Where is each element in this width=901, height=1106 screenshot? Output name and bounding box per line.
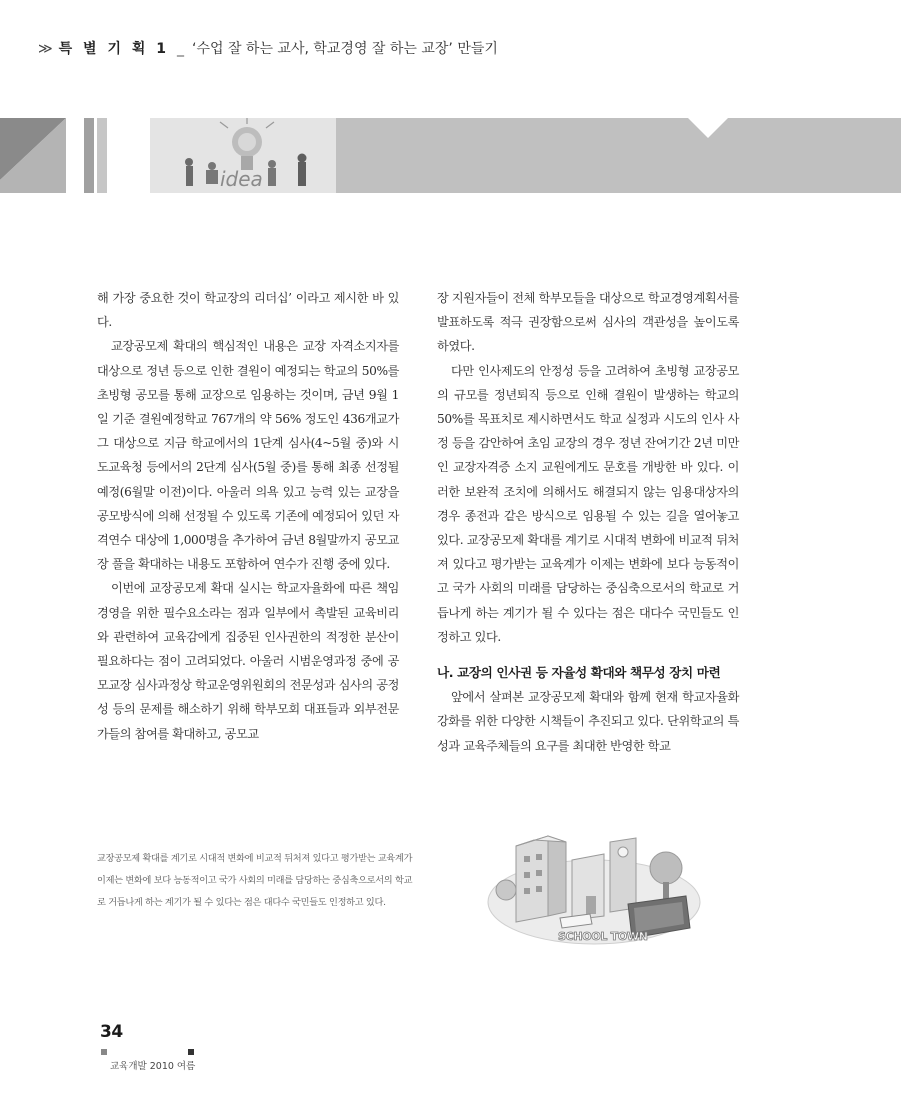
banner-stripe	[97, 118, 107, 193]
banner-stripe	[84, 118, 94, 193]
body-paragraph: 해 가장 중요한 것이 학교장의 리더십’ 이라고 제시한 바 있다.	[97, 291, 399, 330]
section-banner	[0, 118, 901, 193]
body-paragraph: 교장공모제 확대의 핵심적인 내용은 교장 자격소지자를 대상으로 정년 등으로 인한 결원이 예정되는 학교의 50%를 초빙형 공모를 통해 교장으로 임용하는 것이며, 금년 9월 1일 기준 결원예정학교 767개의 약 56% 정도인 436개교가 그 대상으로 지금 학교에서의 1단계 심사(4~5월 중)와 시도교육청 등에서의 2단계 심사(5월 중)를 통해 최종 선정될 예정(6월말 이전)이다. 아울러 의욕 있고 능력 있는 교장을 공모방식에 의해 선정될 수 있도록 기존에 예정되어 있던 자격연수 대상에 1,000명을 추가하여 금년 8월말까지 공모교장 풀을 확대하는 내용도 포함하여 연수가 진행 중에 있다.	[97, 339, 399, 572]
caption-line: 로 거듭나게 하는 계기가 될 수 있다는 점은 대다수 국민들도 인정하고 있다.	[97, 897, 386, 908]
running-header	[38, 38, 498, 58]
image-caption	[97, 848, 457, 914]
right-column	[437, 286, 739, 758]
footer-square-mark	[101, 1049, 107, 1055]
double-chevron-icon: ≫	[38, 41, 53, 57]
caption-line: 이제는 변화에 보다 능동적이고 국가 사회의 미래를 담당하는 중심축으로서의 학교	[97, 875, 413, 886]
school-town-illustration	[486, 812, 702, 950]
body-paragraph: 앞에서 살펴본 교장공모제 확대와 함께 현재 학교자율화 강화를 위한 다양한 시책들이 추진되고 있다. 단위학교의 특성과 교육주체들의 요구를 최대한 반영한 학교	[437, 690, 739, 753]
body-paragraph: 장 지원자들이 전체 학부모들을 대상으로 학교경영계획서를 발표하도록 적극 권장함으로써 심사의 객관성을 높이도록 하였다.	[437, 291, 739, 354]
clock-icon	[618, 847, 628, 857]
series-label: 특 별 기 획 1	[58, 41, 169, 57]
school-town-sign: SCHOOL TOWN	[558, 930, 648, 943]
body-paragraph: 이번에 교장공모제 확대 실시는 학교자율화에 따른 책임경영을 위한 필수요소라는 점과 일부에서 촉발된 교육비리와 관련하여 교육감에게 집중된 인사권한의 적정한 분산이 필요하다는 점이 고려되었다. 아울러 시범운영과정 중에 공모교장 심사과정상 학교운영위원회의 전문성과 심사의 공정성 등의 문제를 해소하기 위해 학부모회 대표들과 외부전문가들의 참여를 확대하고, 공모교	[97, 581, 399, 741]
tree	[496, 880, 516, 900]
footer-square-mark	[188, 1049, 194, 1055]
body-paragraph: 다만 인사제도의 안정성 등을 고려하여 초빙형 교장공모의 규모를 정년퇴직 등으로 인해 결원이 발생하는 학교의 50%를 목표치로 제시하면서도 학교 실정과 시도의 인사 사정 등을 감안하여 초임 교장의 경우 정년 잔여기간 2년 미만인 교장자격증 소지 교원에게도 문호를 개방한 바 있다. 이러한 보완적 조치에 의해서도 해결되지 않는 임용대상자의 경우 종전과 같은 방식으로 임용될 수 있는 길을 열어놓고 있다. 교장공모제 확대를 계기로 시대적 변화에 비교적 뒤처져 있다고 평가받는 교육계가 이제는 변화에 보다 능동적이고 국가 사회의 미래를 담당하는 중심축으로서의 학교로 거듭나게 하는 계기가 될 수 있다는 점은 대다수 국민들도 인정하고 있다.	[437, 363, 739, 644]
svg-text:idea: idea	[220, 167, 263, 191]
page-number: 34	[100, 1022, 123, 1042]
caption-line: 교장공모제 확대를 계기로 시대적 변화에 비교적 뒤처져 있다고 평가받는 교육계가	[97, 853, 413, 864]
publication-name: 교육개발 2010 여름	[110, 1061, 196, 1072]
header-separator: _	[177, 41, 184, 57]
tree	[650, 852, 682, 884]
header-title: ‘수업 잘 하는 교사, 학교경영 잘 하는 교장’ 만들기	[192, 41, 498, 57]
left-column	[97, 286, 399, 746]
building	[516, 836, 548, 922]
section-heading: 나. 교장의 인사권 등 자율성 확대와 책무성 장치 마련	[437, 665, 721, 681]
